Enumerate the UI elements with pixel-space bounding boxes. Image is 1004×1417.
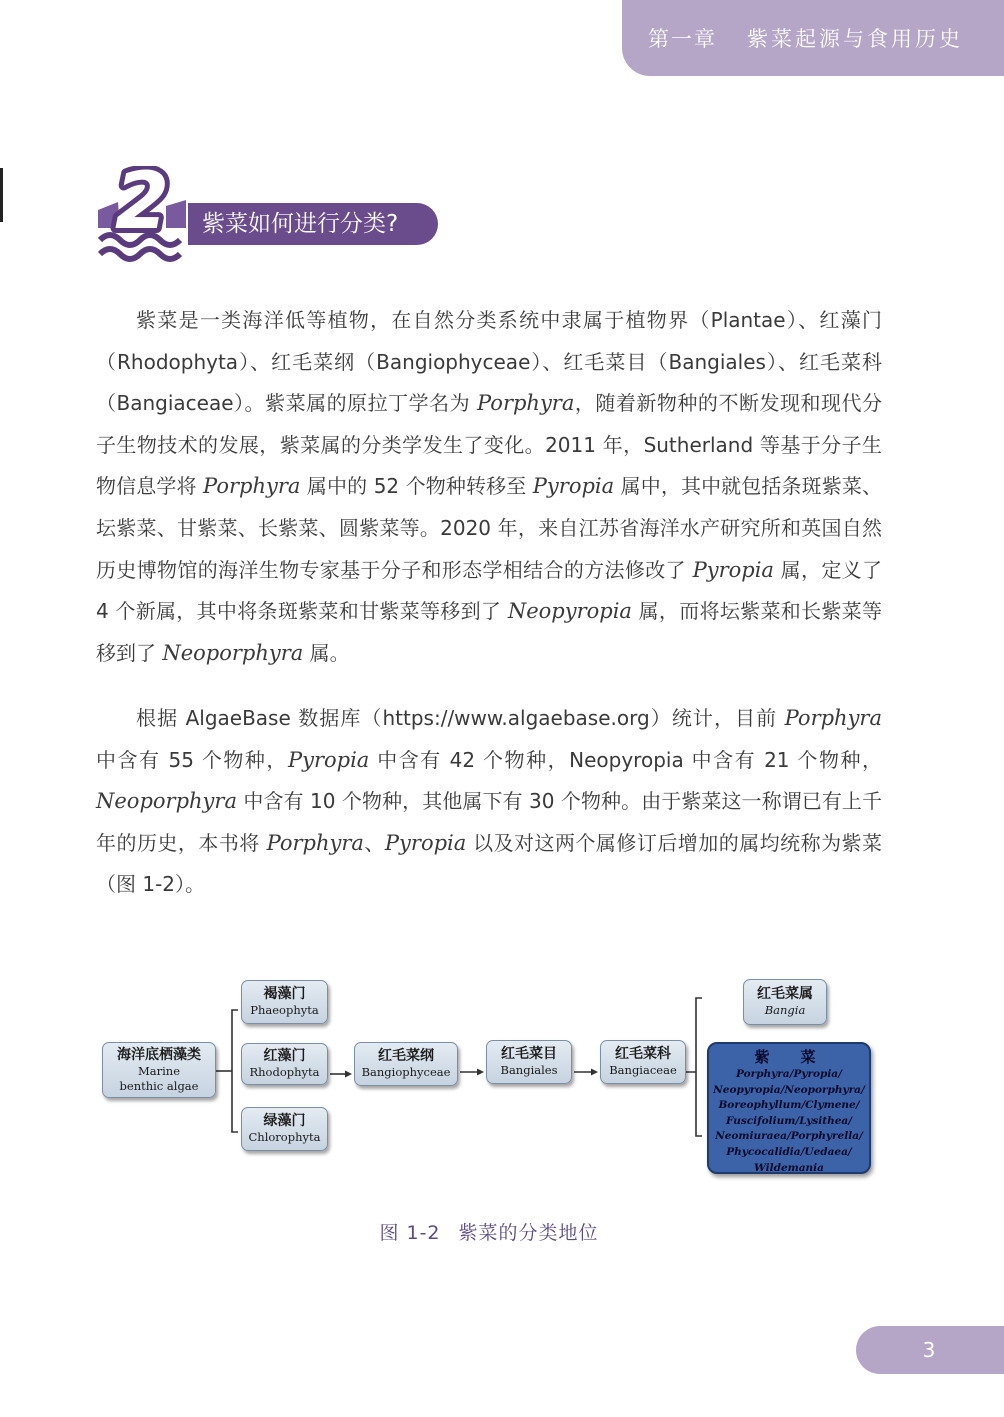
node-bangiophyceae: 红毛菜纲 Bangiophyceae [354,1042,458,1086]
chapter-header-tab [622,0,1004,76]
page-number: 3 [856,1326,1004,1374]
figure-number: 图 1-2 [379,1222,441,1244]
node-chlorophyta: 绿藻门 Chlorophyta [241,1107,328,1151]
chapter-title: 紫菜起源与食用历史 [747,27,963,51]
node-porphyra-group: 紫 菜 Porphyra/Pyropia/ Neopyropia/Neoporphyra/ Boreophyllum/Clymene/ Fuscifolium/Lysithea/ Neomiuraea/Porphyrella/ Phycocalidia/Uedaea/ Wildemania [707,1042,871,1174]
body-paragraph-2: 根据 AlgaeBase 数据库（https://www.algaebase.org）统计，目前 Porphyra 中含有 55 个物种，Pyropia 中含有 42 个物种，Neopyropia 中含有 21 个物种，Neoporphyra 中含有 10 个物种，其他属下有 30 个物种。由于紫菜这一称谓已有上千年的历史，本书将 Porphyra、Pyropia 以及对这两个属修订后增加的属均统称为紫菜（图 1-2）。 [96,706,883,897]
section-number-badge [96,166,188,266]
figure-caption [0,1218,978,1245]
node-phaeophyta: 褐藻门 Phaeophyta [241,980,328,1024]
node-bangiaceae: 红毛菜科 Bangiaceae [600,1040,686,1084]
section-title: 紫菜如何进行分类? [188,203,438,245]
chapter-number: 第一章 [648,27,717,51]
node-bangiales: 红毛菜目 Bangiales [486,1040,572,1084]
body-paragraph-1: 紫菜是一类海洋低等植物，在自然分类系统中隶属于植物界（Plantae）、红藻门（Rhodophyta）、红毛菜纲（Bangiophyceae）、红毛菜目（Bangiales）、红毛菜科（Bangiaceae）。紫菜属的原拉丁学名为 Porphyra，随着新物种的不断发现和现代分子生物技术的发展，紫菜属的分类学发生了变化。2011 年，Sutherland 等基于分子生物信息学将 Porphyra 属中的 52 个物种转移至 Pyropia 属中，其中就包括条斑紫菜、坛紫菜、甘紫菜、长紫菜、圆紫菜等。2020 年，来自江苏省海洋水产研究所和英国自然历史博物馆的海洋生物专家基于分子和形态学相结合的方法修改了 Pyropia 属，定义了 4 个新属，其中将条斑紫菜和甘紫菜等移到了 Neopyropia 属，而将坛紫菜和长紫菜等移到了 Neoporphyra 属。 [96,308,882,665]
margin-mark [0,168,3,222]
classification-diagram [100,976,880,1176]
node-rhodophyta: 红藻门 Rhodophyta [241,1043,328,1085]
node-marine-benthic-algae: 海洋底栖藻类 Marine benthic algae [102,1042,216,1098]
figure-caption-text: 紫菜的分类地位 [458,1222,599,1244]
node-bangia: 红毛菜属 Bangia [743,979,827,1025]
section-number: 2 [114,166,170,247]
